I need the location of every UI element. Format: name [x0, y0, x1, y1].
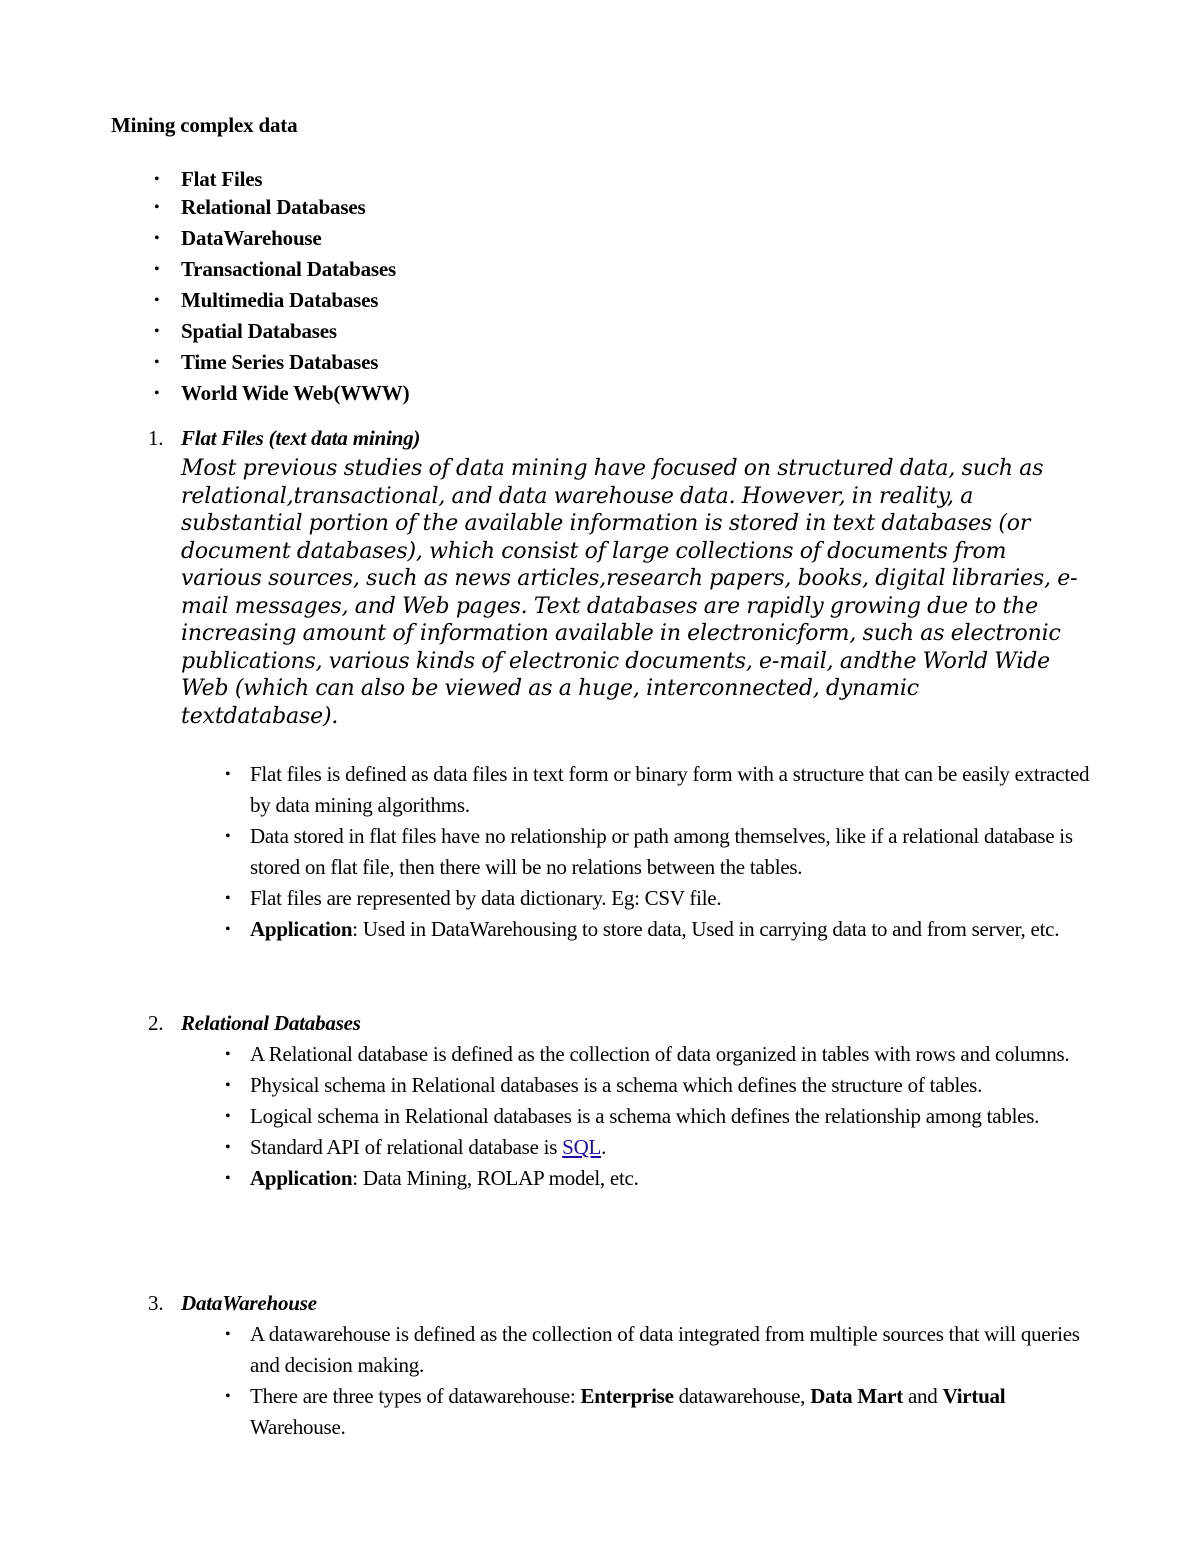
application-label: Application: [250, 917, 353, 941]
flat-files-bullets: [221, 759, 1091, 945]
section-heading: 2. Relational Databases: [148, 1011, 361, 1035]
bullet-icon: •: [154, 354, 160, 371]
bullet-icon: •: [225, 828, 231, 845]
overview-item: • Spatial Databases: [150, 316, 409, 347]
list-item: • Data stored in flat files have no relationship or path among themselves, like if a relational database is stored on flat file, then there will be no relations between the tables.: [221, 821, 1091, 883]
list-item: • Logical schema in Relational databases is a schema which defines the relationship among tables.: [221, 1101, 1091, 1132]
sql-link[interactable]: SQL: [562, 1135, 602, 1159]
list-item: • Standard API of relational database is SQL.: [221, 1132, 1091, 1163]
bullet-icon: •: [225, 766, 231, 783]
relational-bullets: [221, 1039, 1091, 1194]
overview-item: • Flat Files: [150, 164, 409, 192]
bullet-icon: •: [154, 261, 160, 278]
section-heading: 1. Flat Files (text data mining): [148, 426, 421, 450]
overview-item: • Transactional Databases: [150, 254, 409, 285]
bullet-icon: •: [225, 921, 231, 938]
bullet-icon: •: [225, 1326, 231, 1343]
list-item: • There are three types of datawarehouse: Enterprise datawarehouse, Data Mart and Virtual Warehouse.: [221, 1381, 1091, 1443]
bullet-icon: •: [154, 230, 160, 247]
bullet-icon: •: [225, 1046, 231, 1063]
section-flat-files: [148, 423, 420, 454]
flat-files-intro: Most previous studies of data mining have focused on structured data, such as relational,transactional, and data warehouse data. However, in reality, a substantial portion of the available information is stored in text databases (or document databases), which consist of large collections of documents from various sources, such as news articles,research papers, books, digital libraries, e-mail messages, and Web pages. Text databases are rapidly growing due to the increasing amount of information available in electronicform, such as electronic publications, various kinds of electronic documents, e-mail, andthe World Wide Web (which can also be viewed as a huge, interconnected, dynamic textdatabase).: [181, 456, 1078, 729]
overview-item: • DataWarehouse: [150, 223, 409, 254]
bullet-icon: •: [225, 1388, 231, 1405]
bullet-icon: •: [225, 1108, 231, 1125]
bullet-icon: •: [154, 171, 160, 188]
list-item: • Flat files is defined as data files in text form or binary form with a structure that can be easily extracted by data mining algorithms.: [221, 759, 1091, 821]
overview-item: • Relational Databases: [150, 192, 409, 223]
list-item: • Application: Used in DataWarehousing to store data, Used in carrying data to and from server, etc.: [221, 914, 1091, 945]
section-datawarehouse: [148, 1288, 317, 1319]
document-title: Mining complex data: [111, 113, 298, 137]
application-label: Application: [250, 1166, 353, 1190]
bullet-icon: •: [225, 890, 231, 907]
section-relational: [148, 1008, 361, 1039]
bullet-icon: •: [225, 1170, 231, 1187]
list-item: • Physical schema in Relational databases is a schema which defines the structure of tables.: [221, 1070, 1091, 1101]
list-item: • Application: Data Mining, ROLAP model, etc.: [221, 1163, 1091, 1194]
overview-list: [150, 164, 409, 409]
bullet-icon: •: [154, 292, 160, 309]
warehouse-bullets: [221, 1319, 1091, 1443]
list-item: • A datawarehouse is defined as the collection of data integrated from multiple sources that will queries and decision making.: [221, 1319, 1091, 1381]
bullet-icon: •: [154, 199, 160, 216]
bullet-icon: •: [225, 1139, 231, 1156]
bullet-icon: •: [154, 385, 160, 402]
section-heading: 3. DataWarehouse: [148, 1291, 317, 1315]
bullet-icon: •: [225, 1077, 231, 1094]
list-item: • A Relational database is defined as the collection of data organized in tables with rows and columns.: [221, 1039, 1091, 1070]
overview-item: • World Wide Web(WWW): [150, 378, 409, 409]
overview-item: • Time Series Databases: [150, 347, 409, 378]
overview-item: • Multimedia Databases: [150, 285, 409, 316]
list-item: • Flat files are represented by data dictionary. Eg: CSV file.: [221, 883, 1091, 914]
bullet-icon: •: [154, 323, 160, 340]
